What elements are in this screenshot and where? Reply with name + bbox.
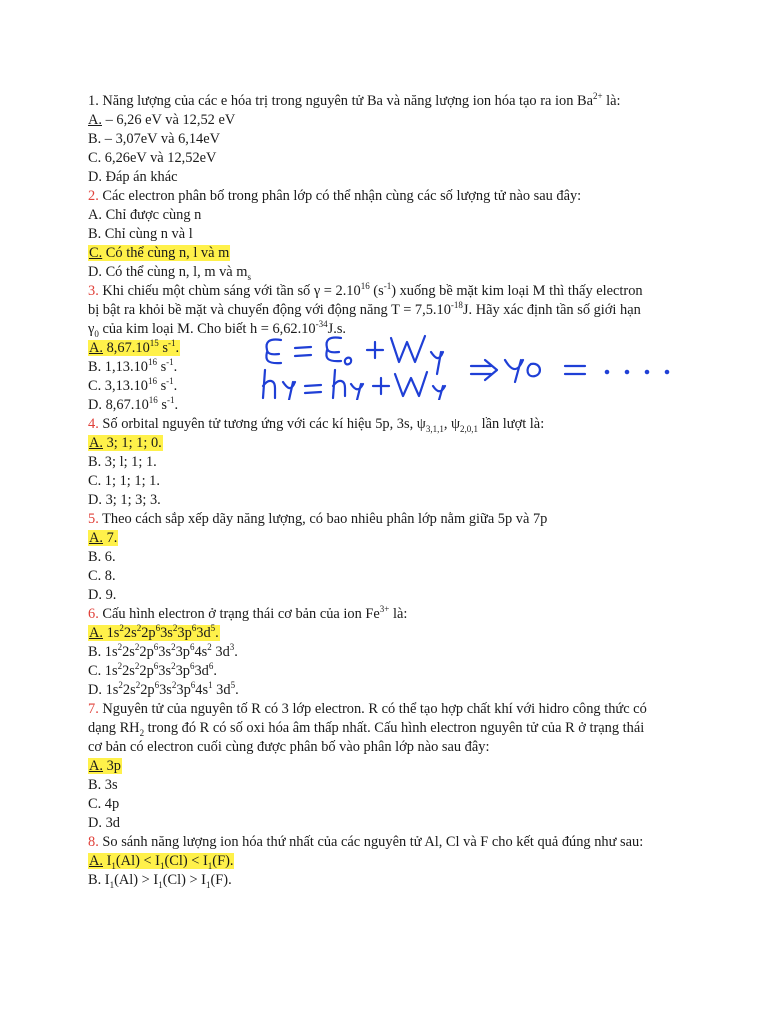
q7-option-b: B. 3s	[88, 777, 118, 793]
q6-option-b: 2	[171, 642, 176, 653]
q3-l2sup: -18	[450, 300, 463, 311]
q6-b-letter: B.	[88, 644, 102, 660]
q3-unit-sup: -1	[166, 376, 174, 387]
q5-option-d: D. 9.	[88, 587, 117, 603]
q3-l3sub: 0	[94, 328, 99, 339]
q8-text: So sánh năng lượng ion hóa thứ nhất của các nguyên tử Al, Cl và F cho kết quả đúng như sau:	[98, 834, 644, 850]
q8-option-b: B. $I_1(Al) > I_1(Cl) > I_1(F)$.	[88, 872, 232, 890]
q3-l3c: J.s.	[327, 321, 347, 337]
q3-end: .	[173, 359, 178, 375]
handwritten-annotation	[255, 330, 705, 400]
q1-option-a-letter: A.	[88, 112, 102, 128]
q3-a-unit: s	[158, 340, 168, 356]
question-7-number: 7.	[88, 701, 99, 717]
q6-option-c: 6	[208, 661, 214, 672]
q6-option-c: 6	[153, 661, 159, 672]
q3-l1a: Khi chiếu một chùm sáng với tần số γ = 2.10	[98, 283, 361, 299]
q2-option-b: B. Chỉ cùng n và l	[88, 226, 193, 242]
question-1-text: 1. Năng lượng của các e hóa trị trong nguyên tử Ba và năng lượng ion hóa tạo ra ion Ba	[88, 93, 593, 109]
q6-option-d: 2	[118, 680, 123, 691]
question-3-line-2	[88, 301, 688, 320]
q3-option-a-letter: A.	[89, 340, 103, 356]
q5-a-letter: A.	[89, 530, 103, 546]
q6-option-a: 2	[136, 623, 142, 634]
q3-l1b: (s	[369, 283, 384, 299]
q4-a-letter: A.	[89, 435, 103, 451]
q3-d: D. 8,67.10	[88, 397, 149, 413]
question-7-line-2	[88, 719, 688, 738]
q2-option-c	[88, 244, 688, 263]
q7-option-d: D. 3d	[88, 815, 120, 831]
q3-l3a: γ	[88, 321, 95, 337]
q4-text-a: Số orbital nguyên tử tương ứng với các kí hiệu 5p, 3s, ψ	[98, 416, 426, 432]
q3-end: .	[173, 378, 178, 394]
q8-option-a: 1	[111, 860, 116, 871]
q3-l3sup: -34	[315, 319, 328, 330]
question-8-number: 8.	[88, 834, 99, 850]
q6-c-letter: C.	[88, 663, 102, 679]
q8-option-a: 1	[159, 860, 165, 871]
q8-option-b: 1	[109, 879, 115, 890]
q7-l2sub: 2	[139, 727, 145, 738]
q2-option-a: A. Chỉ được cùng n	[88, 207, 202, 223]
q4-sub1: 3,1,1	[425, 423, 444, 434]
q6-option-d: D. $1s^22s^22p^63s^23p^64s^1$ $3d^5$.	[88, 680, 239, 698]
q6-option-b: 2	[207, 642, 212, 653]
question-8	[88, 833, 688, 852]
q3-unit: s	[157, 397, 167, 413]
question-2-text: Các electron phân bố trong phân lớp có thể nhận cùng các số lượng tử nào sau đây:	[98, 188, 582, 204]
q7-a-text: 3p	[103, 758, 121, 774]
q6-option-a: 6	[191, 623, 197, 634]
question-1	[88, 92, 688, 111]
question-4-number: 4.	[88, 416, 99, 432]
q6-option-b: 6	[189, 642, 195, 653]
q4-sub2: 2,0,1	[460, 423, 479, 434]
q3-l3b: của kim loại M. Cho biết h = 6,62.10	[98, 321, 316, 337]
q3-a-end: .	[175, 340, 180, 356]
q3-end: .	[174, 397, 179, 413]
q1-sup: 2+	[592, 91, 603, 102]
q3-c-sup: 16	[147, 376, 157, 387]
q6-d-letter: D.	[88, 682, 102, 698]
q8-b-text: B. I	[88, 872, 110, 888]
q6-option-d: 5	[230, 680, 236, 691]
q3-l1sup2: -1	[383, 281, 392, 292]
question-2-number: 2.	[88, 188, 99, 204]
q3-l2a: bị bật ra khỏi bề mặt và chuyển động với động năng T = 7,5.10	[88, 302, 451, 318]
question-5	[88, 510, 688, 529]
q3-b-sup: 16	[147, 357, 157, 368]
q4-text-b: , ψ	[443, 416, 461, 432]
q6-option-b: 2	[117, 642, 123, 653]
q6-option-c: 2	[134, 661, 140, 672]
question-4	[88, 415, 688, 434]
q6-option-c: C. $1s^22s^22p^63s^23p^63d^6$.	[88, 661, 217, 679]
q4-option-c: C. 1; 1; 1; 1.	[88, 473, 160, 489]
q3-a-sup: 15	[149, 338, 159, 349]
q6-option-b: 6	[153, 642, 159, 653]
q8-a-text: I	[103, 853, 112, 869]
q2-option-c-text: Có thể cùng n, l và m	[102, 245, 230, 261]
q6-option-a: 5	[210, 623, 216, 634]
q6-option-b: 3	[229, 642, 235, 653]
q7-l2a: dạng RH	[88, 720, 140, 736]
q3-a-unit-sup: -1	[167, 338, 176, 349]
q6-text: Cấu hình electron ở trạng thái cơ bản của ion Fe	[98, 606, 380, 622]
q3-d-sup: 16	[148, 395, 158, 406]
q6-option-d: 2	[135, 680, 141, 691]
q5-option-a	[88, 529, 688, 548]
q3-unit: s	[156, 378, 167, 394]
question-6-number: 6.	[88, 606, 99, 622]
q6-option-b: 2	[134, 642, 140, 653]
q1-option-a	[88, 111, 688, 130]
q1-option-c: C. 6,26eV và 12,52eV	[88, 150, 217, 166]
q6-option-c: 2	[171, 661, 176, 672]
q6-a-letter: A.	[89, 625, 103, 641]
q2-option-d-text: D. Có thể cùng n, l, m và m	[88, 264, 248, 280]
q6-option-a: 6	[155, 623, 161, 634]
q6-option-d: 2	[171, 680, 177, 691]
question-5-number: 5.	[88, 511, 99, 527]
q4-option-d: D. 3; 1; 3; 3.	[88, 492, 161, 508]
q3-b: B. 1,13.10	[88, 359, 148, 375]
q3-unit: s	[156, 359, 167, 375]
q8-option-a: A. $I_1(Al) < I_1(Cl) < I_1(F)$.	[89, 853, 234, 871]
q3-unit-sup: -1	[166, 357, 174, 368]
q6-option-a: A. $1s^22s^22p^63s^23p^63d^5$.	[89, 623, 219, 641]
question-6	[88, 605, 688, 624]
q8-option-b: 1	[158, 879, 163, 890]
q2-option-c-letter: C.	[89, 245, 103, 261]
q3-a-text: 8,67.10	[103, 340, 150, 356]
q6-option-d: 1	[208, 680, 213, 691]
q3-l1sup1: 16	[360, 281, 370, 292]
q3-l2b: J. Hãy xác định tần số giới hạn	[462, 302, 641, 318]
q5-text: Theo cách sắp xếp dãy năng lượng, có bao nhiêu phân lớp nằm giữa 5p và 7p	[98, 511, 548, 527]
question-2	[88, 187, 688, 206]
q2-option-d	[88, 263, 688, 282]
q4-option-b: B. 3; l; 1; 1.	[88, 454, 157, 470]
q1-option-a-text: – 6,26 eV và 12,52 eV	[102, 112, 236, 128]
question-list	[88, 92, 688, 890]
q6-sup: 3+	[379, 604, 390, 615]
q4-a-text: 3; 1; 1; 0.	[103, 435, 162, 451]
q3-c: C. 3,13.10	[88, 378, 148, 394]
q7-option-c: C. 4p	[88, 796, 120, 812]
q3-unit-sup: -1	[166, 395, 175, 406]
q6-option-d: 6	[190, 680, 196, 691]
q8-option-b: 1	[205, 879, 211, 890]
q6-option-b: B. $1s^22s^22p^63s^23p^64s^2$ $3d^3$.	[88, 642, 238, 660]
q6-option-a: 2	[172, 623, 178, 634]
q7-option-a	[88, 757, 688, 776]
question-3-number: 3.	[88, 283, 99, 299]
q1-option-d: D. Đáp án khác	[88, 169, 178, 185]
q6-option-c: 2	[117, 661, 123, 672]
q1-option-b: B. – 3,07eV và 6,14eV	[88, 131, 221, 147]
q5-option-b: B. 6.	[88, 549, 116, 565]
question-7-line-1	[88, 700, 688, 719]
q8-a-letter: A.	[89, 853, 103, 869]
q4-text-c: lần lượt là:	[478, 416, 545, 432]
q5-a-text: 7.	[103, 530, 118, 546]
question-7-line-3: cơ bản có electron cuối cùng được phân bố vào phân lớp nào sau đây:	[88, 739, 490, 755]
q6-tail: là:	[389, 606, 408, 622]
question-3-line-1	[88, 282, 688, 301]
q6-option-d: 6	[154, 680, 160, 691]
q1-tail: là:	[602, 93, 621, 109]
q6-option-a: 2	[119, 623, 124, 634]
q4-option-a	[88, 434, 688, 453]
q3-l1c: ) xuống bề mặt kim loại M thì thấy electron	[391, 283, 643, 299]
q7-l2b: trong đó R có số oxi hóa âm thấp nhất. Cấu hình electron nguyên tử của R ở trạng thái	[144, 720, 645, 736]
q8-option-a: 1	[207, 860, 213, 871]
q7-a-letter: A.	[89, 758, 103, 774]
q6-option-c: 6	[189, 661, 195, 672]
q5-option-c: C. 8.	[88, 568, 116, 584]
q7-l1: Nguyên tử của nguyên tố R có 3 lớp electron. R có thể tạo hợp chất khí với hidro công thức có	[98, 701, 647, 717]
q2-option-d-sub: s	[247, 271, 251, 282]
